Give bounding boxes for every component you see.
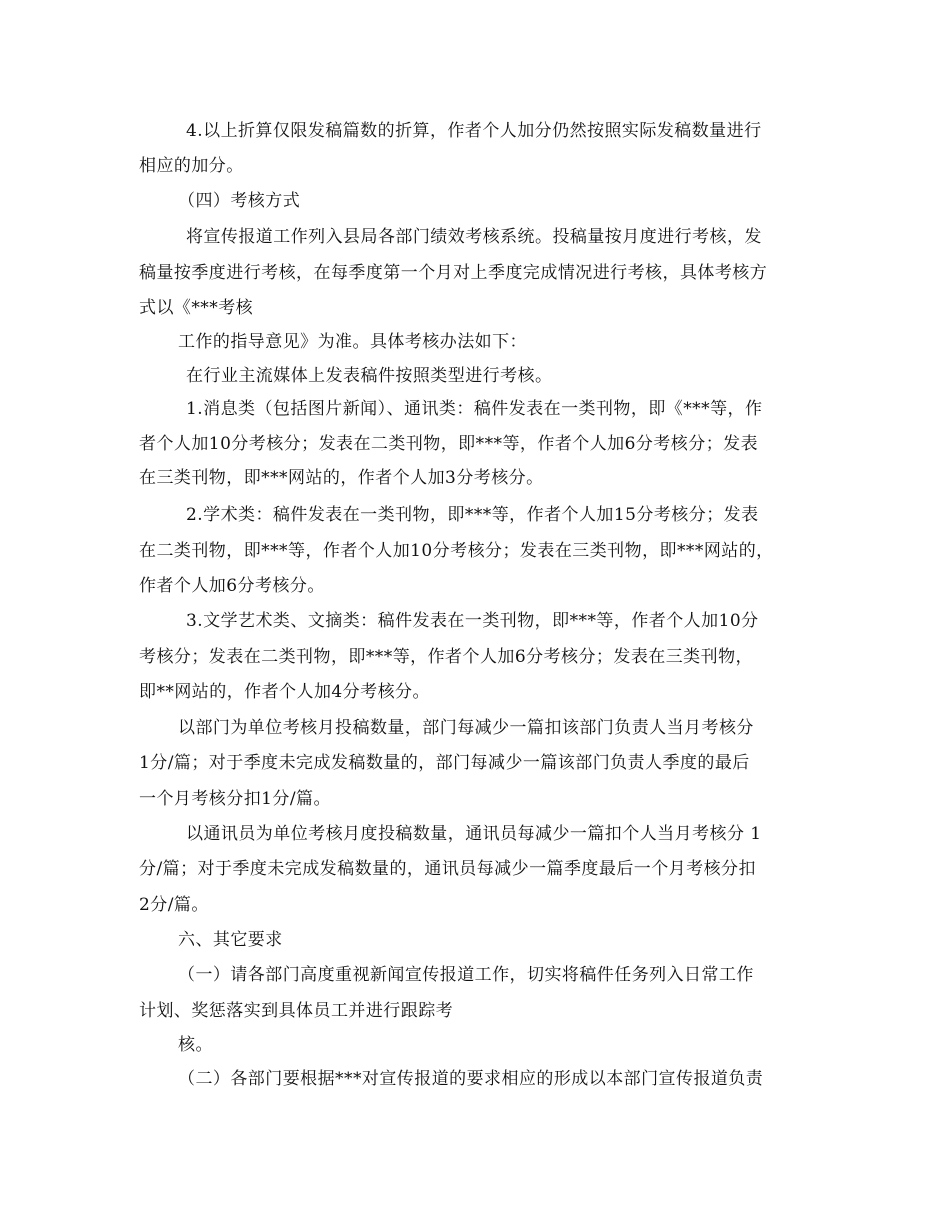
text-line: 计划、奖惩落实到具体员工并进行跟踪考 xyxy=(139,1001,454,1021)
text-line: 核。 xyxy=(178,1035,213,1055)
text-line: 相应的加分。 xyxy=(139,156,244,176)
text-line: 以部门为单位考核月投稿数量，部门每减少一篇扣该部门负责人当月考核分 xyxy=(178,718,754,738)
section-heading: 六、其它要求 xyxy=(178,930,283,950)
text-line: 1分/篇；对于季度未完成发稿数量的，部门每减少一篇该部门负责人季度的最后 xyxy=(139,753,750,773)
text-line: （二）各部门要根据***对宣传报道的要求相应的形成以本部门宣传报道负责 xyxy=(178,1069,764,1089)
text-line: 将宣传报道工作列入县局各部门绩效考核系统。投稿量按月度进行考核，发 xyxy=(186,227,762,247)
text-line: 者个人加10分考核分；发表在二类刊物，即***等，作者个人加6分考核分；发表 xyxy=(139,434,759,454)
text-line: 即**网站的，作者个人加4分考核分。 xyxy=(139,682,430,702)
text-line: 作者个人加6分考核分。 xyxy=(139,576,325,596)
text-line: 在行业主流媒体上发表稿件按照类型进行考核。 xyxy=(186,366,553,386)
text-line: 考核分；发表在二类刊物，即***等，作者个人加6分考核分；发表在三类刊物， xyxy=(139,647,753,667)
text-line: 工作的指导意见》为准。具体考核办法如下： xyxy=(178,332,527,352)
text-line: （一）请各部门高度重视新闻宣传报道工作，切实将稿件任务列入日常工作 xyxy=(178,965,754,985)
section-heading: （四）考核方式 xyxy=(178,191,301,211)
text-line: 4.以上折算仅限发稿篇数的折算，作者个人加分仍然按照实际发稿数量进行 xyxy=(186,121,762,141)
text-line: 1.消息类（包括图片新闻）、通讯类：稿件发表在一类刊物，即《***等，作 xyxy=(186,399,763,419)
text-line: 式以《***考核 xyxy=(139,298,254,318)
text-line: 在二类刊物，即***等，作者个人加10分考核分；发表在三类刊物，即***网站的， xyxy=(139,541,774,561)
text-line: 在三类刊物，即***网站的，作者个人加3分考核分。 xyxy=(139,468,544,488)
text-line: 以通讯员为单位考核月度投稿数量，通讯员每减少一篇扣个人当月考核分 1 xyxy=(186,824,762,844)
text-line: 3.文学艺术类、文摘类：稿件发表在一类刊物，即***等，作者个人加10分 xyxy=(186,611,759,631)
text-line: 2分/篇。 xyxy=(139,895,209,915)
text-line: 分/篇；对于季度未完成发稿数量的，通讯员每减少一篇季度最后一个月考核分扣 xyxy=(139,859,756,879)
text-line: 一个月考核分扣1分/篇。 xyxy=(139,789,331,809)
text-line: 稿量按季度进行考核，在每季度第一个月对上季度完成情况进行考核，具体考核方 xyxy=(139,263,768,283)
text-line: 2.学术类：稿件发表在一类刊物，即***等，作者个人加15分考核分；发表 xyxy=(186,505,759,525)
